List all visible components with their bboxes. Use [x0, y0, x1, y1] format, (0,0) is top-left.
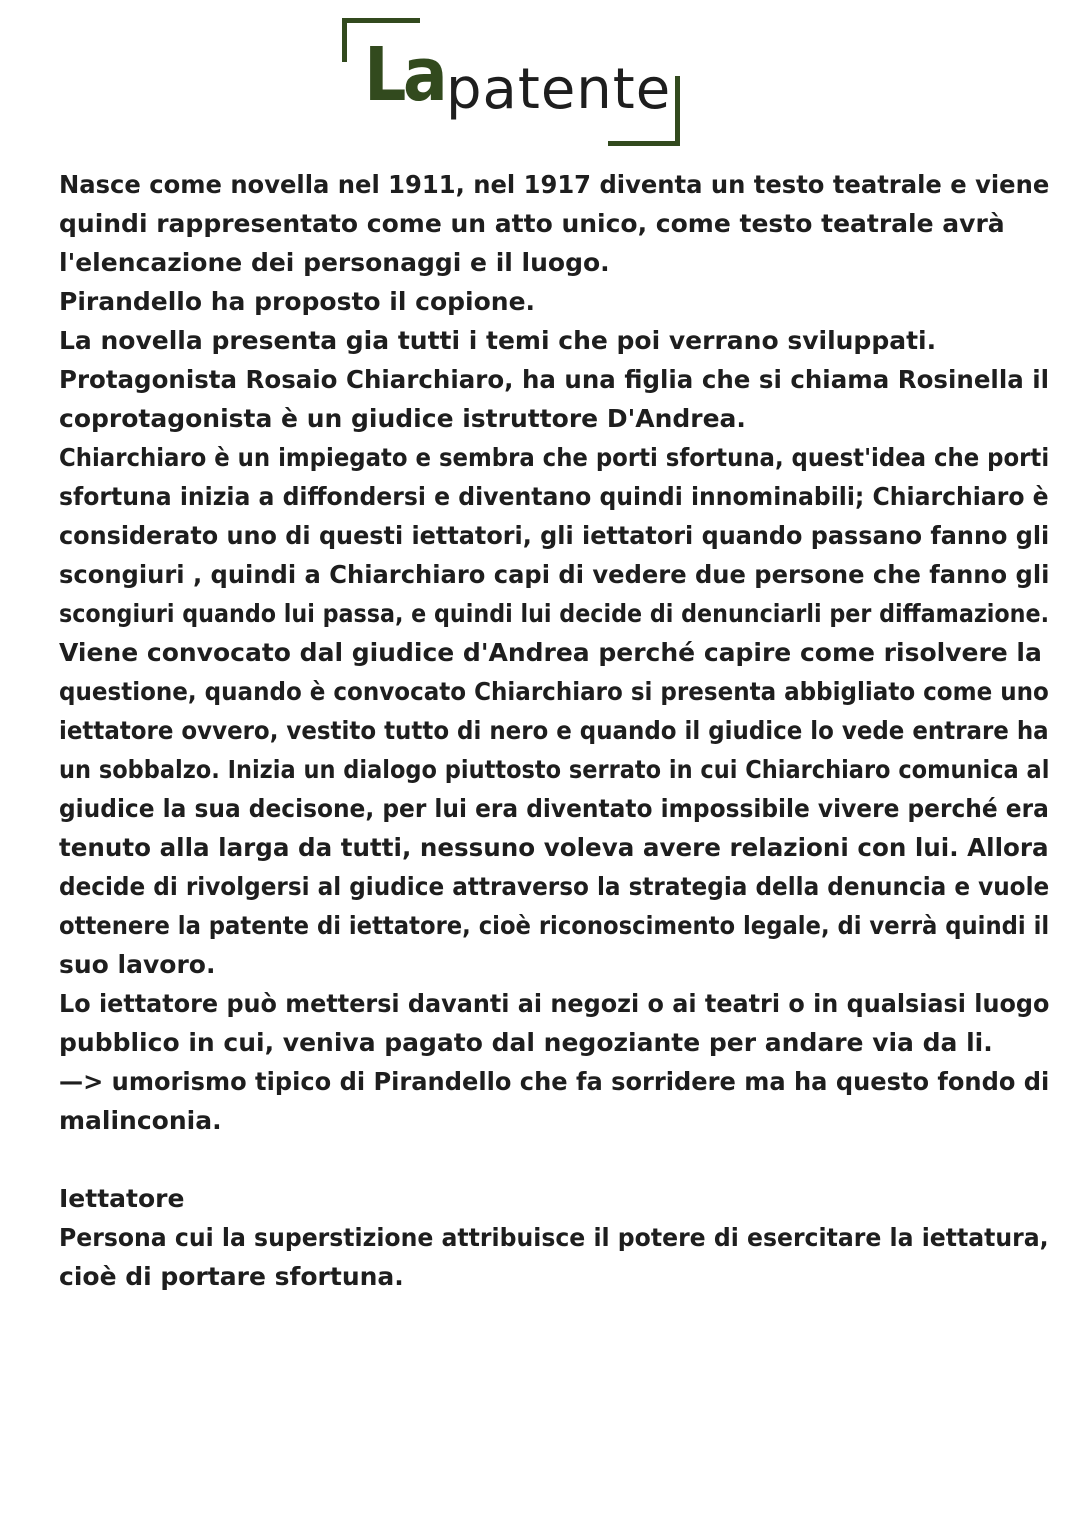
- title-la: La: [364, 32, 445, 118]
- text-line: l'elencazione dei personaggi e il luogo.: [59, 248, 610, 277]
- text-line: iettatore ovvero, vestito tutto di nero e quando il giudice lo vede entrare ha: [59, 716, 1049, 745]
- definition-term: Iettatore: [59, 1184, 185, 1213]
- text-line: ottenere la patente di iettatore, cioè riconoscimento legale, di verrà quindi il: [59, 911, 1050, 940]
- text-line: pubblico in cui, veniva pagato dal negoziante per andare via da li.: [59, 1028, 993, 1057]
- text-line: Viene convocato dal giudice d'Andrea perché capire come risolvere la: [59, 638, 1042, 667]
- notes-body: [59, 165, 1049, 1296]
- text-line: sfortuna inizia a diffondersi e diventano quindi innominabili; Chiarchiaro è: [59, 482, 1049, 511]
- text-line: Protagonista Rosaio Chiarchiaro, ha una figlia che si chiama Rosinella il: [59, 365, 1050, 394]
- text-line: scongiuri , quindi a Chiarchiaro capi di vedere due persone che fanno gli: [59, 560, 1050, 589]
- text-line: tenuto alla larga da tutti, nessuno voleva avere relazioni con lui. Allora: [59, 833, 1049, 862]
- text-line: coprotagonista è un giudice istruttore D'Andrea.: [59, 404, 746, 433]
- text-line: un sobbalzo. Inizia un dialogo piuttosto serrato in cui Chiarchiaro comunica al: [59, 755, 1050, 784]
- text-line: giudice la sua decisone, per lui era diventato impossibile vivere perché era: [59, 794, 1049, 823]
- text-line: —> umorismo tipico di Pirandello che fa sorridere ma ha questo fondo di: [59, 1067, 1050, 1096]
- title-patente: patente: [446, 57, 672, 122]
- text-line: considerato uno di questi iettatori, gli iettatori quando passano fanno gli: [59, 521, 1050, 550]
- text-line: suo lavoro.: [59, 950, 216, 979]
- text-line: scongiuri quando lui passa, e quindi lui decide di denunciarli per diffamazione.: [59, 599, 1050, 628]
- text-line: Nasce come novella nel 1911, nel 1917 diventa un testo teatrale e viene: [59, 170, 1050, 199]
- text-line: Pirandello ha proposto il copione.: [59, 287, 536, 316]
- text-line: decide di rivolgersi al giudice attraverso la strategia della denuncia e vuole: [59, 872, 1050, 901]
- definition-text-line: Persona cui la superstizione attribuisce il potere di esercitare la iettatura,: [59, 1223, 1049, 1252]
- text-line: questione, quando è convocato Chiarchiaro si presenta abbigliato come uno: [59, 677, 1049, 706]
- text-line: La novella presenta gia tutti i temi che poi verrano sviluppati.: [59, 326, 937, 355]
- text-line: Chiarchiaro è un impiegato e sembra che porti sfortuna, quest'idea che porti: [59, 443, 1050, 472]
- text-line: malinconia.: [59, 1106, 222, 1135]
- text-line: quindi rappresentato come un atto unico, come testo teatrale avrà: [59, 209, 1005, 238]
- page-title: [342, 16, 682, 148]
- spacer: [59, 1140, 1049, 1179]
- text-line: Lo iettatore può mettersi davanti ai negozi o ai teatri o in qualsiasi luogo: [59, 989, 1050, 1018]
- definition-text-line: cioè di portare sfortuna.: [59, 1262, 404, 1291]
